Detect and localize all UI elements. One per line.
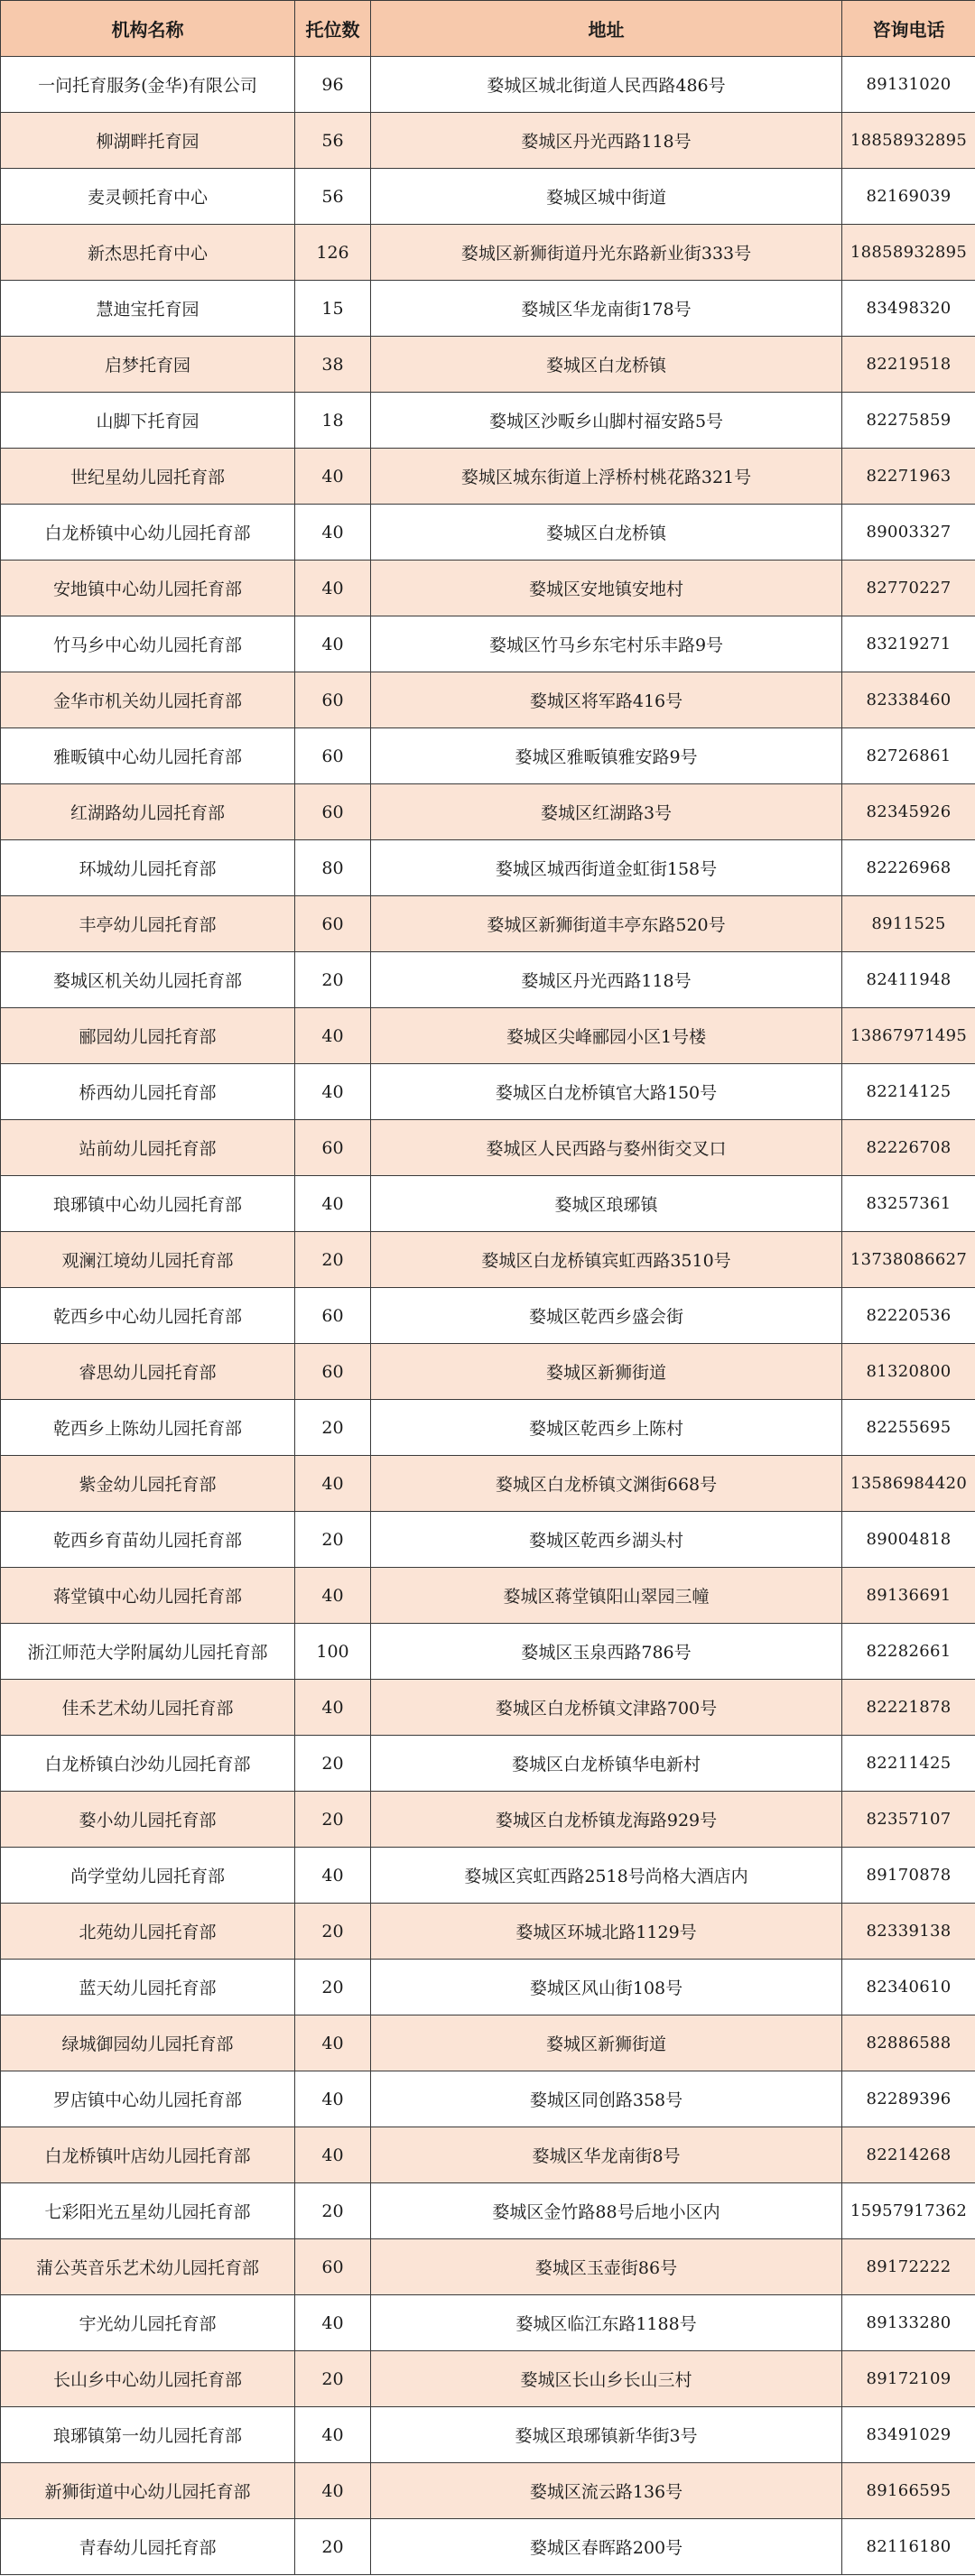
cell-capacity: 20 bbox=[295, 1904, 371, 1960]
table-row bbox=[1, 57, 975, 113]
cell-capacity: 56 bbox=[295, 169, 371, 225]
table-row bbox=[1, 1960, 975, 2015]
table-row bbox=[1, 2183, 975, 2239]
cell-address: 婺城区人民西路与婺州街交叉口 bbox=[371, 1120, 842, 1176]
table-row bbox=[1, 169, 975, 225]
cell-phone: 89004818 bbox=[842, 1512, 975, 1568]
cell-name: 丰亭幼儿园托育部 bbox=[1, 896, 295, 952]
cell-capacity: 40 bbox=[295, 616, 371, 672]
table-row bbox=[1, 1680, 975, 1736]
cell-capacity: 40 bbox=[295, 1848, 371, 1904]
cell-phone: 13586984420 bbox=[842, 1456, 975, 1512]
cell-name: 郦园幼儿园托育部 bbox=[1, 1008, 295, 1064]
cell-name: 雅畈镇中心幼儿园托育部 bbox=[1, 728, 295, 784]
cell-address: 婺城区蒋堂镇阳山翠园三幢 bbox=[371, 1568, 842, 1624]
table-body bbox=[1, 57, 975, 2575]
table-row bbox=[1, 1344, 975, 1400]
table-row bbox=[1, 1400, 975, 1456]
cell-phone: 82219518 bbox=[842, 337, 975, 393]
cell-name: 一问托育服务(金华)有限公司 bbox=[1, 57, 295, 113]
cell-phone: 13867971495 bbox=[842, 1008, 975, 1064]
cell-address: 婺城区丹光西路118号 bbox=[371, 113, 842, 169]
cell-name: 新杰思托育中心 bbox=[1, 225, 295, 281]
cell-name: 琅琊镇中心幼儿园托育部 bbox=[1, 1176, 295, 1232]
table-row bbox=[1, 2463, 975, 2519]
cell-phone: 81320800 bbox=[842, 1344, 975, 1400]
cell-address: 婺城区同创路358号 bbox=[371, 2071, 842, 2127]
cell-phone: 89136691 bbox=[842, 1568, 975, 1624]
table-row bbox=[1, 2519, 975, 2575]
table-row bbox=[1, 1008, 975, 1064]
cell-phone: 82275859 bbox=[842, 393, 975, 449]
cell-name: 白龙桥镇叶店幼儿园托育部 bbox=[1, 2127, 295, 2183]
cell-address: 婺城区丹光西路118号 bbox=[371, 952, 842, 1008]
table-row bbox=[1, 728, 975, 784]
table-row bbox=[1, 1456, 975, 1512]
cell-capacity: 60 bbox=[295, 672, 371, 728]
cell-phone: 82226708 bbox=[842, 1120, 975, 1176]
cell-phone: 82770227 bbox=[842, 561, 975, 616]
table-row bbox=[1, 1232, 975, 1288]
cell-name: 新狮街道中心幼儿园托育部 bbox=[1, 2463, 295, 2519]
cell-address: 婺城区金竹路88号后地小区内 bbox=[371, 2183, 842, 2239]
cell-capacity: 60 bbox=[295, 728, 371, 784]
cell-name: 乾西乡中心幼儿园托育部 bbox=[1, 1288, 295, 1344]
cell-capacity: 20 bbox=[295, 2519, 371, 2575]
cell-address: 婺城区琅琊镇 bbox=[371, 1176, 842, 1232]
cell-name: 宇光幼儿园托育部 bbox=[1, 2295, 295, 2351]
cell-address: 婺城区春晖路200号 bbox=[371, 2519, 842, 2575]
cell-name: 观澜江境幼儿园托育部 bbox=[1, 1232, 295, 1288]
cell-phone: 82345926 bbox=[842, 784, 975, 840]
table-row bbox=[1, 2015, 975, 2071]
cell-address: 婺城区尖峰郦园小区1号楼 bbox=[371, 1008, 842, 1064]
table-row bbox=[1, 1792, 975, 1848]
table-row bbox=[1, 840, 975, 896]
cell-capacity: 15 bbox=[295, 281, 371, 337]
cell-name: 蓝天幼儿园托育部 bbox=[1, 1960, 295, 2015]
cell-address: 婺城区玉壶街86号 bbox=[371, 2239, 842, 2295]
cell-phone: 18858932895 bbox=[842, 113, 975, 169]
cell-phone: 18858932895 bbox=[842, 225, 975, 281]
table-row bbox=[1, 505, 975, 561]
header-phone: 咨询电话 bbox=[842, 1, 975, 57]
cell-capacity: 20 bbox=[295, 2183, 371, 2239]
header-address: 地址 bbox=[371, 1, 842, 57]
cell-capacity: 40 bbox=[295, 1176, 371, 1232]
cell-address: 婺城区新狮街道 bbox=[371, 2015, 842, 2071]
table-row bbox=[1, 1848, 975, 1904]
table-row bbox=[1, 1736, 975, 1792]
cell-phone: 89172109 bbox=[842, 2351, 975, 2407]
cell-phone: 89133280 bbox=[842, 2295, 975, 2351]
cell-name: 金华市机关幼儿园托育部 bbox=[1, 672, 295, 728]
cell-capacity: 20 bbox=[295, 1232, 371, 1288]
cell-address: 婺城区长山乡长山三村 bbox=[371, 2351, 842, 2407]
table-row bbox=[1, 225, 975, 281]
cell-name: 蒲公英音乐艺术幼儿园托育部 bbox=[1, 2239, 295, 2295]
table-row bbox=[1, 1904, 975, 1960]
cell-name: 柳湖畔托育园 bbox=[1, 113, 295, 169]
cell-phone: 82221878 bbox=[842, 1680, 975, 1736]
cell-capacity: 20 bbox=[295, 2351, 371, 2407]
cell-name: 红湖路幼儿园托育部 bbox=[1, 784, 295, 840]
cell-phone: 82214268 bbox=[842, 2127, 975, 2183]
cell-phone: 82255695 bbox=[842, 1400, 975, 1456]
cell-address: 婺城区城东街道上浮桥村桃花路321号 bbox=[371, 449, 842, 505]
cell-address: 婺城区琅琊镇新华街3号 bbox=[371, 2407, 842, 2463]
cell-name: 青春幼儿园托育部 bbox=[1, 2519, 295, 2575]
cell-address: 婺城区乾西乡盛会街 bbox=[371, 1288, 842, 1344]
cell-address: 婺城区白龙桥镇龙海路929号 bbox=[371, 1792, 842, 1848]
cell-capacity: 40 bbox=[295, 1064, 371, 1120]
cell-address: 婺城区红湖路3号 bbox=[371, 784, 842, 840]
cell-address: 婺城区华龙南街178号 bbox=[371, 281, 842, 337]
table-row bbox=[1, 1288, 975, 1344]
cell-name: 白龙桥镇中心幼儿园托育部 bbox=[1, 505, 295, 561]
table-header-row bbox=[1, 1, 975, 57]
table-row bbox=[1, 337, 975, 393]
cell-capacity: 20 bbox=[295, 952, 371, 1008]
cell-name: 启梦托育园 bbox=[1, 337, 295, 393]
cell-address: 婺城区宾虹西路2518号尚格大酒店内 bbox=[371, 1848, 842, 1904]
table-row bbox=[1, 393, 975, 449]
table-row bbox=[1, 896, 975, 952]
cell-capacity: 40 bbox=[295, 2015, 371, 2071]
table-row bbox=[1, 784, 975, 840]
cell-capacity: 60 bbox=[295, 896, 371, 952]
cell-address: 婺城区竹马乡东宅村乐丰路9号 bbox=[371, 616, 842, 672]
cell-address: 婺城区白龙桥镇文津路700号 bbox=[371, 1680, 842, 1736]
cell-phone: 82411948 bbox=[842, 952, 975, 1008]
table-row bbox=[1, 449, 975, 505]
cell-phone: 82340610 bbox=[842, 1960, 975, 2015]
cell-phone: 82226968 bbox=[842, 840, 975, 896]
cell-name: 慧迪宝托育园 bbox=[1, 281, 295, 337]
cell-phone: 82289396 bbox=[842, 2071, 975, 2127]
cell-capacity: 40 bbox=[295, 1568, 371, 1624]
cell-capacity: 20 bbox=[295, 1736, 371, 1792]
cell-address: 婺城区将军路416号 bbox=[371, 672, 842, 728]
cell-name: 白龙桥镇白沙幼儿园托育部 bbox=[1, 1736, 295, 1792]
cell-address: 婺城区雅畈镇雅安路9号 bbox=[371, 728, 842, 784]
cell-capacity: 40 bbox=[295, 2127, 371, 2183]
cell-address: 婺城区临江东路1188号 bbox=[371, 2295, 842, 2351]
cell-capacity: 20 bbox=[295, 1400, 371, 1456]
cell-name: 罗店镇中心幼儿园托育部 bbox=[1, 2071, 295, 2127]
table-row bbox=[1, 281, 975, 337]
cell-capacity: 80 bbox=[295, 840, 371, 896]
table-row bbox=[1, 952, 975, 1008]
cell-capacity: 40 bbox=[295, 2407, 371, 2463]
cell-address: 婺城区沙畈乡山脚村福安路5号 bbox=[371, 393, 842, 449]
cell-name: 世纪星幼儿园托育部 bbox=[1, 449, 295, 505]
table-row bbox=[1, 1120, 975, 1176]
cell-name: 尚学堂幼儿园托育部 bbox=[1, 1848, 295, 1904]
cell-phone: 89166595 bbox=[842, 2463, 975, 2519]
cell-capacity: 60 bbox=[295, 1344, 371, 1400]
cell-capacity: 56 bbox=[295, 113, 371, 169]
table-row bbox=[1, 2295, 975, 2351]
cell-phone: 82116180 bbox=[842, 2519, 975, 2575]
cell-address: 婺城区华龙南街8号 bbox=[371, 2127, 842, 2183]
cell-phone: 8911525 bbox=[842, 896, 975, 952]
cell-address: 婺城区白龙桥镇官大路150号 bbox=[371, 1064, 842, 1120]
cell-name: 浙江师范大学附属幼儿园托育部 bbox=[1, 1624, 295, 1680]
cell-phone: 82211425 bbox=[842, 1736, 975, 1792]
cell-address: 婺城区白龙桥镇宾虹西路3510号 bbox=[371, 1232, 842, 1288]
cell-address: 婺城区白龙桥镇 bbox=[371, 505, 842, 561]
cell-address: 婺城区流云路136号 bbox=[371, 2463, 842, 2519]
cell-phone: 82282661 bbox=[842, 1624, 975, 1680]
cell-name: 睿思幼儿园托育部 bbox=[1, 1344, 295, 1400]
cell-capacity: 40 bbox=[295, 1008, 371, 1064]
cell-name: 蒋堂镇中心幼儿园托育部 bbox=[1, 1568, 295, 1624]
cell-phone: 83491029 bbox=[842, 2407, 975, 2463]
cell-phone: 83257361 bbox=[842, 1176, 975, 1232]
table-row bbox=[1, 1512, 975, 1568]
cell-phone: 89170878 bbox=[842, 1848, 975, 1904]
cell-capacity: 18 bbox=[295, 393, 371, 449]
cell-capacity: 96 bbox=[295, 57, 371, 113]
cell-phone: 15957917362 bbox=[842, 2183, 975, 2239]
table-row bbox=[1, 1064, 975, 1120]
cell-name: 七彩阳光五星幼儿园托育部 bbox=[1, 2183, 295, 2239]
table-row bbox=[1, 672, 975, 728]
cell-name: 婺小幼儿园托育部 bbox=[1, 1792, 295, 1848]
cell-address: 婺城区城北街道人民西路486号 bbox=[371, 57, 842, 113]
cell-name: 乾西乡上陈幼儿园托育部 bbox=[1, 1400, 295, 1456]
table-row bbox=[1, 2071, 975, 2127]
cell-name: 乾西乡育苗幼儿园托育部 bbox=[1, 1512, 295, 1568]
table-row bbox=[1, 113, 975, 169]
cell-name: 竹马乡中心幼儿园托育部 bbox=[1, 616, 295, 672]
cell-capacity: 60 bbox=[295, 1120, 371, 1176]
table-row bbox=[1, 2239, 975, 2295]
cell-capacity: 40 bbox=[295, 2071, 371, 2127]
cell-name: 桥西幼儿园托育部 bbox=[1, 1064, 295, 1120]
cell-name: 北苑幼儿园托育部 bbox=[1, 1904, 295, 1960]
table-row bbox=[1, 1568, 975, 1624]
table-row bbox=[1, 2407, 975, 2463]
cell-phone: 82339138 bbox=[842, 1904, 975, 1960]
table-row bbox=[1, 2351, 975, 2407]
cell-capacity: 40 bbox=[295, 449, 371, 505]
cell-address: 婺城区风山街108号 bbox=[371, 1960, 842, 2015]
cell-name: 婺城区机关幼儿园托育部 bbox=[1, 952, 295, 1008]
cell-capacity: 60 bbox=[295, 784, 371, 840]
cell-address: 婺城区乾西乡上陈村 bbox=[371, 1400, 842, 1456]
header-name: 机构名称 bbox=[1, 1, 295, 57]
cell-capacity: 40 bbox=[295, 1680, 371, 1736]
cell-address: 婺城区新狮街道丹光东路新业街333号 bbox=[371, 225, 842, 281]
table-row bbox=[1, 2127, 975, 2183]
cell-phone: 82357107 bbox=[842, 1792, 975, 1848]
cell-phone: 89003327 bbox=[842, 505, 975, 561]
cell-phone: 82886588 bbox=[842, 2015, 975, 2071]
cell-name: 站前幼儿园托育部 bbox=[1, 1120, 295, 1176]
cell-capacity: 60 bbox=[295, 1288, 371, 1344]
cell-address: 婺城区白龙桥镇华电新村 bbox=[371, 1736, 842, 1792]
cell-capacity: 40 bbox=[295, 505, 371, 561]
table-row bbox=[1, 1624, 975, 1680]
cell-name: 佳禾艺术幼儿园托育部 bbox=[1, 1680, 295, 1736]
cell-address: 婺城区白龙桥镇文渊街668号 bbox=[371, 1456, 842, 1512]
cell-phone: 82726861 bbox=[842, 728, 975, 784]
cell-address: 婺城区玉泉西路786号 bbox=[371, 1624, 842, 1680]
cell-phone: 83498320 bbox=[842, 281, 975, 337]
cell-capacity: 40 bbox=[295, 561, 371, 616]
cell-phone: 82271963 bbox=[842, 449, 975, 505]
cell-capacity: 126 bbox=[295, 225, 371, 281]
cell-capacity: 20 bbox=[295, 1512, 371, 1568]
cell-capacity: 38 bbox=[295, 337, 371, 393]
cell-capacity: 100 bbox=[295, 1624, 371, 1680]
cell-address: 婺城区城中街道 bbox=[371, 169, 842, 225]
header-capacity: 托位数 bbox=[295, 1, 371, 57]
cell-address: 婺城区新狮街道丰亭东路520号 bbox=[371, 896, 842, 952]
cell-phone: 82169039 bbox=[842, 169, 975, 225]
cell-address: 婺城区环城北路1129号 bbox=[371, 1904, 842, 1960]
cell-phone: 13738086627 bbox=[842, 1232, 975, 1288]
cell-address: 婺城区城西街道金虹街158号 bbox=[371, 840, 842, 896]
cell-address: 婺城区新狮街道 bbox=[371, 1344, 842, 1400]
cell-capacity: 40 bbox=[295, 1456, 371, 1512]
cell-capacity: 20 bbox=[295, 1792, 371, 1848]
cell-phone: 82220536 bbox=[842, 1288, 975, 1344]
cell-name: 紫金幼儿园托育部 bbox=[1, 1456, 295, 1512]
cell-phone: 82338460 bbox=[842, 672, 975, 728]
cell-address: 婺城区白龙桥镇 bbox=[371, 337, 842, 393]
cell-name: 麦灵顿托育中心 bbox=[1, 169, 295, 225]
cell-name: 山脚下托育园 bbox=[1, 393, 295, 449]
cell-capacity: 40 bbox=[295, 2295, 371, 2351]
table-row bbox=[1, 1176, 975, 1232]
table-row bbox=[1, 561, 975, 616]
cell-name: 安地镇中心幼儿园托育部 bbox=[1, 561, 295, 616]
cell-phone: 82214125 bbox=[842, 1064, 975, 1120]
cell-address: 婺城区乾西乡湖头村 bbox=[371, 1512, 842, 1568]
cell-capacity: 60 bbox=[295, 2239, 371, 2295]
cell-name: 绿城御园幼儿园托育部 bbox=[1, 2015, 295, 2071]
cell-phone: 83219271 bbox=[842, 616, 975, 672]
table-row bbox=[1, 616, 975, 672]
cell-phone: 89172222 bbox=[842, 2239, 975, 2295]
cell-name: 环城幼儿园托育部 bbox=[1, 840, 295, 896]
cell-name: 长山乡中心幼儿园托育部 bbox=[1, 2351, 295, 2407]
cell-capacity: 40 bbox=[295, 2463, 371, 2519]
cell-phone: 89131020 bbox=[842, 57, 975, 113]
cell-address: 婺城区安地镇安地村 bbox=[371, 561, 842, 616]
cell-name: 琅琊镇第一幼儿园托育部 bbox=[1, 2407, 295, 2463]
cell-capacity: 20 bbox=[295, 1960, 371, 2015]
